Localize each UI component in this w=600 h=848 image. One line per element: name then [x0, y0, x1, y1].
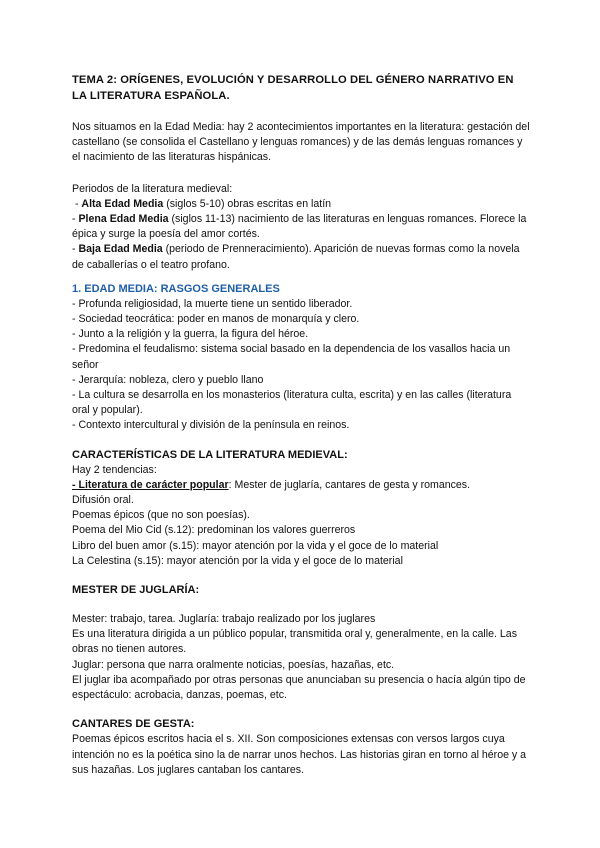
- text-line: Difusión oral.: [72, 494, 134, 507]
- mester-section: [72, 583, 530, 703]
- text-line: Juglar: persona que narra oralmente noticias, poesías, hazañas, etc.: [72, 658, 395, 671]
- list-item: - Contexto intercultural y división de la península en reinos.: [72, 419, 350, 432]
- period-alta: - Alta Edad Media (siglos 5-10) obras escritas en latín: [72, 197, 332, 210]
- caracteristicas-section: [72, 448, 530, 569]
- popular-line: - Literatura de carácter popular: Mester de juglaría, cantares de gesta y romances.: [72, 478, 471, 491]
- list-item: - Junto a la religión y la guerra, la figura del héroe.: [72, 328, 309, 341]
- cantares-heading: CANTARES DE GESTA:: [72, 718, 195, 731]
- periods-heading: Periodos de la literatura medieval:: [72, 182, 233, 195]
- cantares-section: [72, 717, 530, 778]
- tendencias-line: Hay 2 tendencias:: [72, 463, 157, 476]
- popular-label: - Literatura de carácter popular: [72, 478, 229, 491]
- period-alta-name: Alta Edad Media: [81, 197, 164, 210]
- text-line: La Celestina (s.15): mayor atención por la vida y el goce de lo material: [72, 554, 403, 567]
- cantares-paragraph: Poemas épicos escritos hacia el s. XII. Son composiciones extensas con versos largos cuya intención no es la poética sino la de narrar unos hechos. Las historias giran en torno al héroe y a sus hazañas. Los juglares cantaban los cantares.: [72, 733, 527, 776]
- rasgos-heading: 1. EDAD MEDIA: RASGOS GENERALES: [72, 282, 280, 295]
- list-item: - Profunda religiosidad, la muerte tiene un sentido liberador.: [72, 297, 353, 310]
- list-item: - Sociedad teocrática: poder en manos de monarquía y clero.: [72, 313, 360, 326]
- list-item: - Predomina el feudalismo: sistema social basado en la dependencia de los vasallos hacia un señor: [72, 343, 511, 371]
- caracteristicas-heading: CARACTERÍSTICAS DE LA LITERATURA MEDIEVAL:: [72, 448, 348, 461]
- text-line: Poema del Mio Cid (s.12): predominan los valores guerreros: [72, 524, 356, 537]
- text-line: Poemas épicos (que no son poesías).: [72, 509, 250, 522]
- period-plena: - Plena Edad Media (siglos 11-13) nacimiento de las literaturas en lenguas romances. Florece la épica y surge la poesía del amor cortés.: [72, 213, 527, 241]
- text-line: Es una literatura dirigida a un público popular, transmitida oral y, generalmente, en la calle. Las obras no tienen autores.: [72, 628, 517, 656]
- list-item: - Jerarquía: nobleza, clero y pueblo llano: [72, 373, 264, 386]
- text-line: Mester: trabajo, tarea. Juglaría: trabajo realizado por los juglares: [72, 613, 376, 626]
- rasgos-section: [72, 282, 530, 434]
- periods-section: [72, 182, 530, 273]
- period-baja: - Baja Edad Media (periodo de Prenneracimiento). Aparición de nuevas formas como la novela de caballerías o el teatro profano.: [72, 243, 520, 271]
- list-item: - La cultura se desarrolla en los monasterios (literatura culta, escrita) y en las calles (literatura oral y popular).: [72, 389, 512, 417]
- mester-heading: MESTER DE JUGLARÍA:: [72, 584, 200, 597]
- document-title: TEMA 2: ORÍGENES, EVOLUCIÓN Y DESARROLLO DEL GÉNERO NARRATIVO EN LA LITERATURA ESPAÑOLA.: [72, 74, 514, 102]
- text-line: El juglar iba acompañado por otras personas que anunciaban su presencia o hacía algún tipo de espectáculo: acrobacia, danzas, poemas, etc.: [72, 673, 526, 702]
- period-baja-name: Baja Edad Media: [78, 243, 163, 256]
- text-line: Libro del buen amor (s.15): mayor atención por la vida y el goce de lo material: [72, 539, 439, 552]
- period-plena-name: Plena Edad Media: [78, 213, 169, 226]
- intro-paragraph: Nos situamos en la Edad Media: hay 2 acontecimientos importantes en la literatura: gestación del castellano (se consolida el Castellano y lenguas romances) y de las demás lenguas romances y el nacimiento de las literaturas hispánicas.: [72, 121, 530, 164]
